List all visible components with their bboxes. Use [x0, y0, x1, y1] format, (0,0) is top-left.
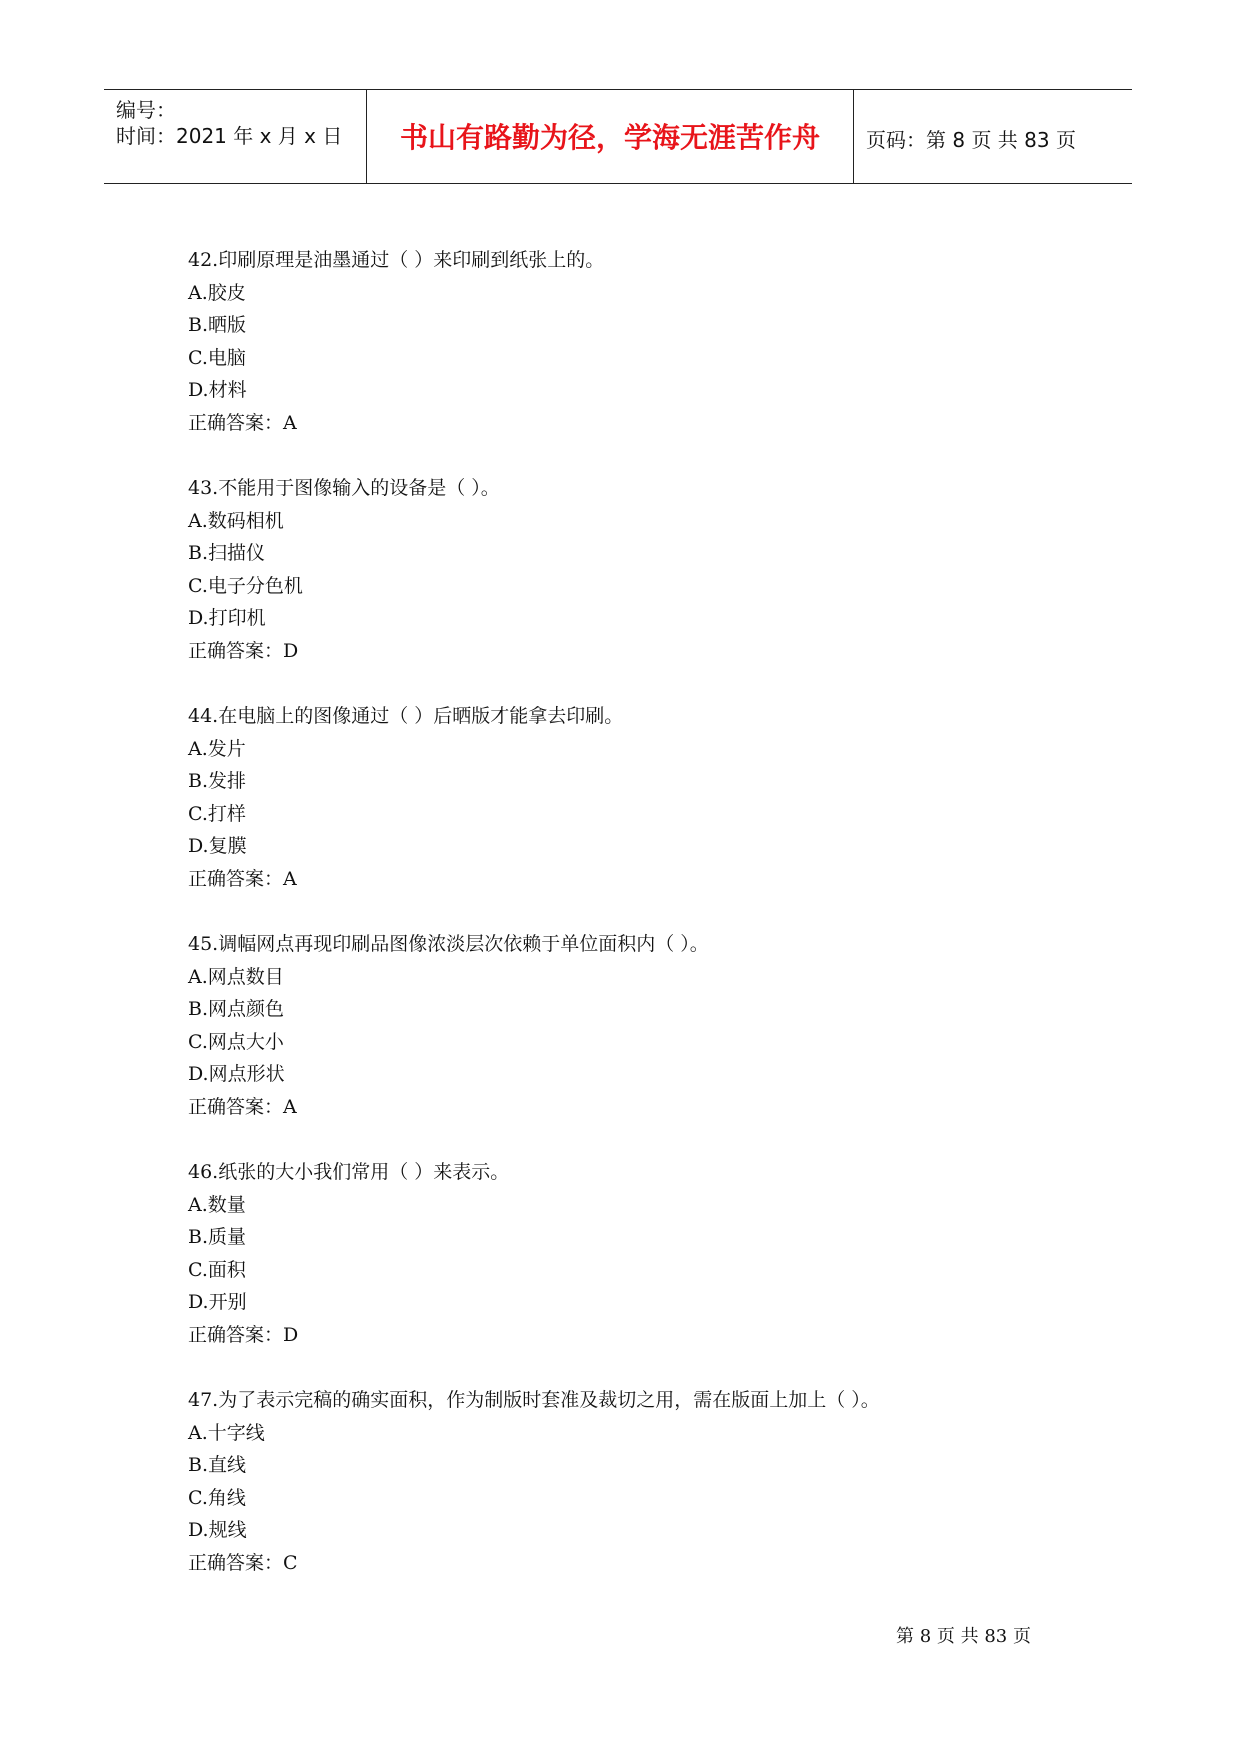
option-d: D.规线: [188, 1519, 247, 1541]
correct-answer: 正确答案：A: [188, 1095, 297, 1118]
option-b: B.质量: [188, 1226, 247, 1248]
option-a: A.十字线: [188, 1421, 265, 1444]
option-c: C.网点大小: [188, 1030, 284, 1053]
option-d: D.复膜: [188, 835, 247, 857]
question-block: [188, 472, 1088, 667]
option-c: C.面积: [188, 1258, 246, 1281]
question-block: [188, 928, 1088, 1123]
correct-answer: 正确答案：A: [188, 411, 297, 434]
option-b: B.晒版: [188, 314, 247, 336]
question-stem: 42.印刷原理是油墨通过（ ）来印刷到纸张上的。: [188, 249, 605, 271]
option-b: B.扫描仪: [188, 542, 266, 564]
option-b: B.发排: [188, 770, 247, 792]
option-d: D.材料: [188, 379, 247, 401]
page-header: [104, 89, 1132, 184]
option-b: B.网点颜色: [188, 998, 285, 1020]
question-list: [188, 244, 1088, 1612]
header-page-cell: [854, 90, 1132, 183]
question-block: [188, 244, 1088, 439]
header-motto-cell: [366, 90, 854, 183]
question-block: [188, 1384, 1088, 1579]
option-a: A.发片: [188, 737, 246, 760]
page-footer: 第 8 页 共 83 页: [896, 1626, 1031, 1647]
question-stem: 46.纸张的大小我们常用（ ）来表示。: [188, 1161, 510, 1183]
question-block: [188, 700, 1088, 895]
header-motto: 书山有路勤为径，学海无涯苦作舟: [399, 121, 820, 154]
option-d: D.开别: [188, 1291, 247, 1313]
document-number-label: 编号：: [116, 98, 176, 122]
option-c: C.电子分色机: [188, 574, 303, 597]
question-stem: 43.不能用于图像输入的设备是（ ）。: [188, 477, 500, 499]
option-c: C.角线: [188, 1486, 246, 1509]
option-a: A.胶皮: [188, 281, 246, 304]
option-a: A.数码相机: [188, 509, 284, 532]
header-meta-cell: [104, 90, 366, 183]
option-c: C.打样: [188, 802, 246, 825]
question-stem: 47.为了表示完稿的确实面积，作为制版时套准及裁切之用，需在版面上加上（ ）。: [188, 1389, 880, 1411]
correct-answer: 正确答案：D: [188, 639, 299, 662]
option-c: C.电脑: [188, 346, 246, 369]
option-b: B.直线: [188, 1454, 247, 1476]
correct-answer: 正确答案：D: [188, 1323, 299, 1346]
question-stem: 44.在电脑上的图像通过（ ）后晒版才能拿去印刷。: [188, 705, 624, 727]
option-a: A.数量: [188, 1193, 246, 1216]
option-d: D.网点形状: [188, 1063, 285, 1085]
header-page-info: 页码：第 8 页 共 83 页: [866, 128, 1076, 152]
correct-answer: 正确答案：C: [188, 1551, 298, 1574]
option-a: A.网点数目: [188, 965, 284, 988]
correct-answer: 正确答案：A: [188, 867, 297, 890]
question-stem: 45.调幅网点再现印刷品图像浓淡层次依赖于单位面积内（ ）。: [188, 933, 709, 955]
document-time-label: 时间：2021 年 x 月 x 日: [116, 124, 343, 148]
question-block: [188, 1156, 1088, 1351]
option-d: D.打印机: [188, 607, 266, 629]
